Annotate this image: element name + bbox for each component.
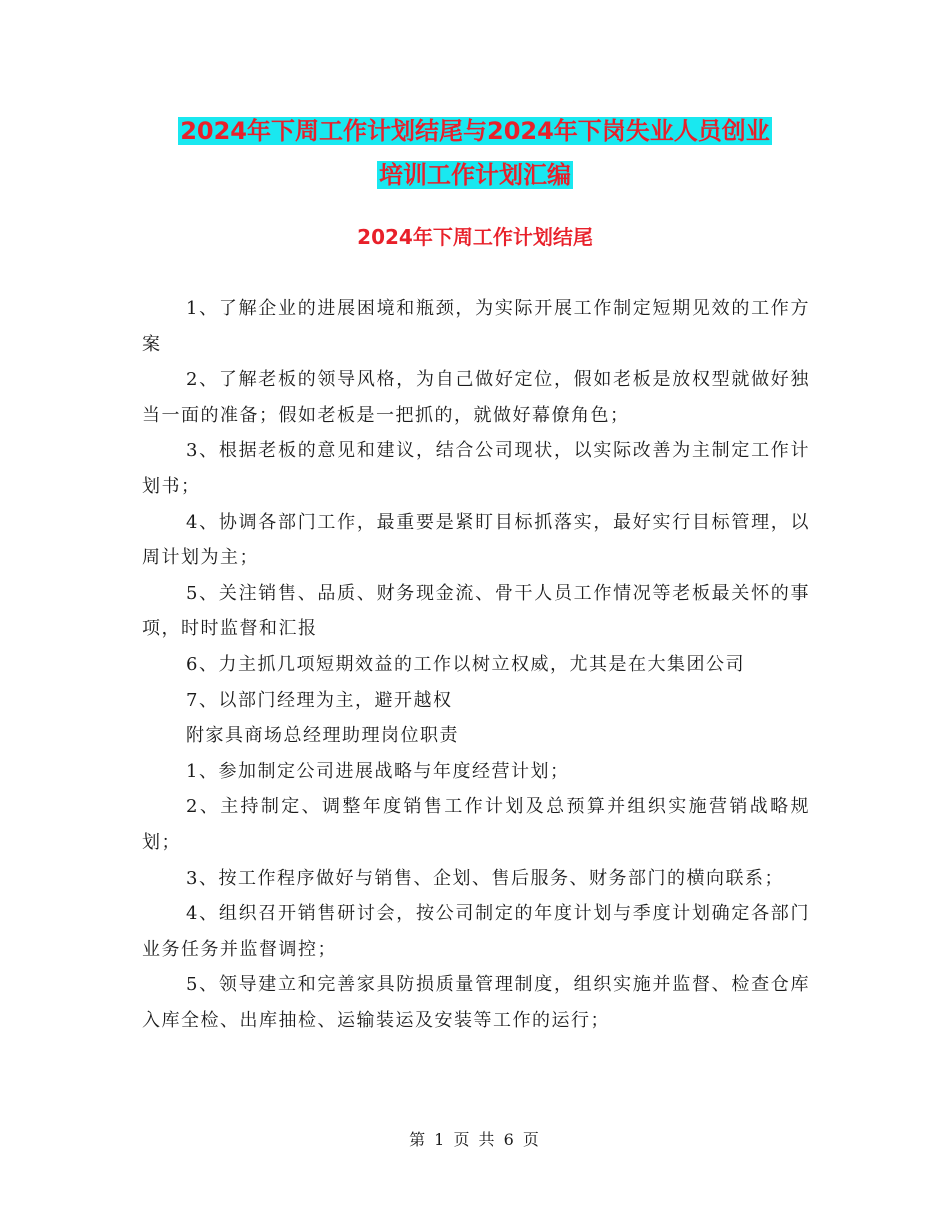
document-title-line-1 bbox=[0, 112, 950, 150]
paragraph: 1、了解企业的进展困境和瓶颈，为实际开展工作制定短期见效的工作方案 bbox=[142, 298, 810, 355]
paragraph: 2、主持制定、调整年度销售工作计划及总预算并组织实施营销战略规划； bbox=[142, 796, 810, 853]
paragraph: 3、按工作程序做好与销售、企划、售后服务、财务部门的横向联系； bbox=[186, 867, 784, 889]
paragraph: 4、组织召开销售研讨会，按公司制定的年度计划与季度计划确定各部门业务任务并监督调控； bbox=[142, 903, 810, 960]
document-body bbox=[142, 291, 810, 1038]
paragraph: 2、了解老板的领导风格，为自己做好定位，假如老板是放权型就做好独当一面的准备；假如老板是一把抓的，就做好幕僚角色； bbox=[142, 369, 810, 426]
paragraph: 附家具商场总经理助理岗位职责 bbox=[186, 725, 459, 747]
page-number-footer: 第 1 页 共 6 页 bbox=[409, 1130, 541, 1149]
paragraph: 1、参加制定公司进展战略与年度经营计划； bbox=[186, 760, 570, 782]
paragraph: 5、关注销售、品质、财务现金流、骨干人员工作情况等老板最关怀的事项，时时监督和汇报 bbox=[142, 582, 810, 640]
document-title-text-1: 2024年下周工作计划结尾与2024年下岗失业人员创业 bbox=[180, 117, 770, 145]
section-heading: 2024年下周工作计划结尾 bbox=[357, 225, 593, 249]
paragraph: 3、根据老板的意见和建议，结合公司现状，以实际改善为主制定工作计划书； bbox=[142, 440, 810, 497]
document-title-text-2: 培训工作计划汇编 bbox=[379, 161, 571, 189]
document-title-line-2 bbox=[0, 156, 950, 194]
paragraph: 6、力主抓几项短期效益的工作以树立权威，尤其是在大集团公司 bbox=[186, 653, 745, 675]
paragraph: 4、协调各部门工作，最重要是紧盯目标抓落实，最好实行目标管理，以周计划为主； bbox=[142, 511, 810, 569]
paragraph: 7、以部门经理为主，避开越权 bbox=[186, 689, 453, 711]
paragraph: 5、领导建立和完善家具防损质量管理制度，组织实施并监督、检查仓库入库全检、出库抽检、运输装运及安装等工作的运行； bbox=[142, 974, 810, 1031]
